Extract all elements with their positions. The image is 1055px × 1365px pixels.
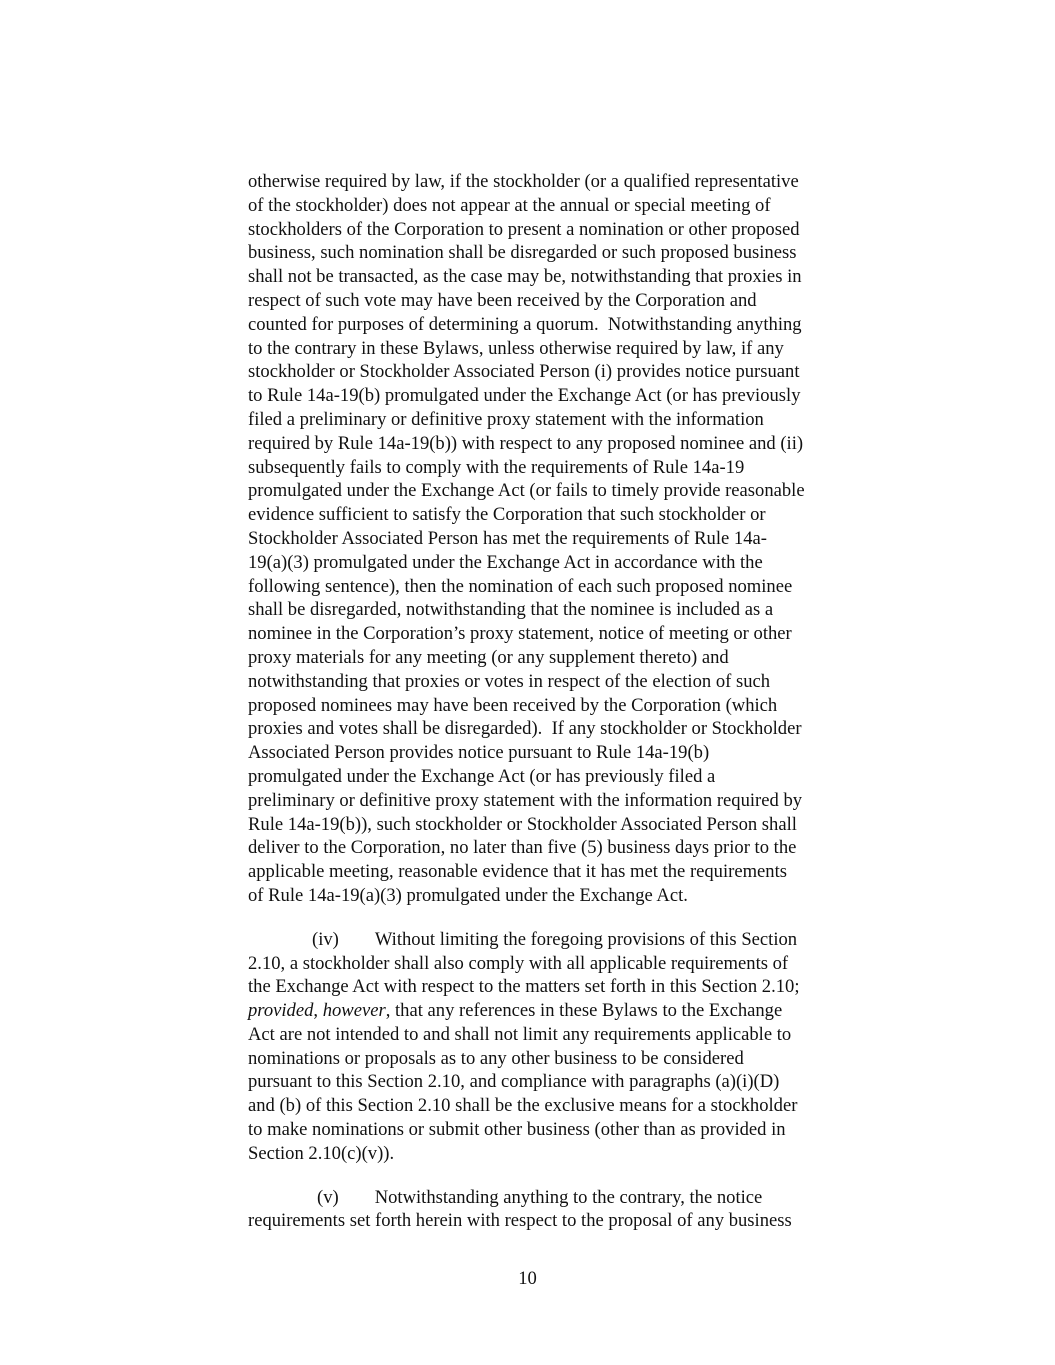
body-text	[248, 170, 888, 1233]
text-line: promulgated under the Exchange Act (or fails to timely provide reasonable	[248, 480, 805, 502]
text-line: otherwise required by law, if the stockholder (or a qualified representative	[248, 171, 799, 192]
text-line: Section 2.10(c)(v)).	[248, 1142, 395, 1164]
text-line: Associated Person provides notice pursuant to Rule 14a-19(b)	[248, 742, 710, 764]
text-line: proxy materials for any meeting (or any supplement thereto) and	[248, 646, 729, 668]
text-line: respect of such vote may have been received by the Corporation and	[248, 289, 757, 311]
text-line: subsequently fails to comply with the requirements of Rule 14a-19	[248, 456, 745, 478]
text-line: 2.10, a stockholder shall also comply with all applicable requirements of	[248, 952, 789, 974]
text-line: notwithstanding that proxies or votes in respect of the election of such	[248, 670, 771, 692]
page-number: 10	[518, 1268, 537, 1289]
text-line: shall not be transacted, as the case may be, notwithstanding that proxies in	[248, 266, 802, 288]
paragraph-v	[248, 1186, 888, 1234]
text-line: of the stockholder) does not appear at the annual or special meeting of	[248, 194, 771, 216]
text-run: Notwithstanding anything to the contrary, the notice	[374, 1186, 763, 1208]
text-line: required by Rule 14a-19(b)) with respect to any proposed nominee and (ii)	[248, 432, 804, 454]
text-line: proxies and votes shall be disregarded). If any stockholder or Stockholder	[248, 718, 802, 740]
text-line: to make nominations or submit other business (other than as provided in	[248, 1119, 786, 1141]
text-run: ,	[313, 1000, 323, 1022]
text-run: , that any references in these Bylaws to the Exchange	[385, 1000, 783, 1022]
paragraph-spacer	[248, 908, 888, 928]
text-line	[248, 999, 888, 1023]
text-line: Rule 14a-19(b)), such stockholder or Stockholder Associated Person shall	[248, 813, 797, 835]
text-line: business, such nomination shall be disregarded or such proposed business	[248, 242, 797, 264]
text-line: stockholder or Stockholder Associated Person (i) provides notice pursuant	[248, 361, 800, 383]
paragraph-marker: (iv)	[312, 928, 339, 950]
text-run: Without limiting the foregoing provisions of this Section	[374, 928, 798, 950]
text-line: promulgated under the Exchange Act (or has previously filed a	[248, 765, 716, 787]
text-line: Stockholder Associated Person has met the requirements of Rule 14a-	[248, 527, 767, 549]
text-line: deliver to the Corporation, no later than five (5) business days prior to the	[248, 837, 797, 859]
text-line: of Rule 14a-19(a)(3) promulgated under the Exchange Act.	[248, 884, 688, 906]
text-line: evidence sufficient to satisfy the Corporation that such stockholder or	[248, 504, 766, 526]
italic-text: provided	[248, 1000, 314, 1022]
text-line: the Exchange Act with respect to the matters set forth in this Section 2.10;	[248, 976, 800, 998]
paragraph-marker: (v)	[317, 1186, 339, 1208]
text-line: stockholders of the Corporation to present a nomination or other proposed	[248, 218, 800, 240]
text-line: and (b) of this Section 2.10 shall be the exclusive means for a stockholder	[248, 1095, 798, 1117]
text-line: Act are not intended to and shall not limit any requirements applicable to	[248, 1023, 792, 1045]
text-line: to Rule 14a-19(b) promulgated under the Exchange Act (or has previously	[248, 385, 801, 407]
text-line: preliminary or definitive proxy statement with the information required by	[248, 789, 803, 811]
italic-text: however	[322, 1000, 386, 1022]
text-line: counted for purposes of determining a quorum. Notwithstanding anything	[248, 313, 802, 335]
text-line: pursuant to this Section 2.10, and compliance with paragraphs (a)(i)(D)	[248, 1071, 780, 1093]
paragraph-iv	[248, 928, 888, 1166]
text-line: applicable meeting, reasonable evidence that it has met the requirements	[248, 861, 788, 883]
text-line: nominee in the Corporation’s proxy statement, notice of meeting or other	[248, 623, 792, 645]
text-line: following sentence), then the nomination of each such proposed nominee	[248, 575, 793, 597]
text-line: 19(a)(3) promulgated under the Exchange Act in accordance with the	[248, 551, 763, 573]
paragraph-spacer	[248, 1166, 888, 1186]
text-line: nominations or proposals as to any other business to be considered	[248, 1047, 744, 1069]
paragraph-iv-first-line	[248, 928, 888, 952]
text-line: requirements set forth herein with respect to the proposal of any business	[248, 1210, 792, 1232]
text-line: shall be disregarded, notwithstanding that the nominee is included as a	[248, 599, 774, 621]
paragraph-v-first-line	[248, 1186, 888, 1210]
paragraph-continued	[248, 170, 888, 908]
text-line: to the contrary in these Bylaws, unless otherwise required by law, if any	[248, 337, 784, 359]
text-line: filed a preliminary or definitive proxy statement with the information	[248, 408, 764, 430]
text-line: proposed nominees may have been received by the Corporation (which	[248, 694, 778, 716]
